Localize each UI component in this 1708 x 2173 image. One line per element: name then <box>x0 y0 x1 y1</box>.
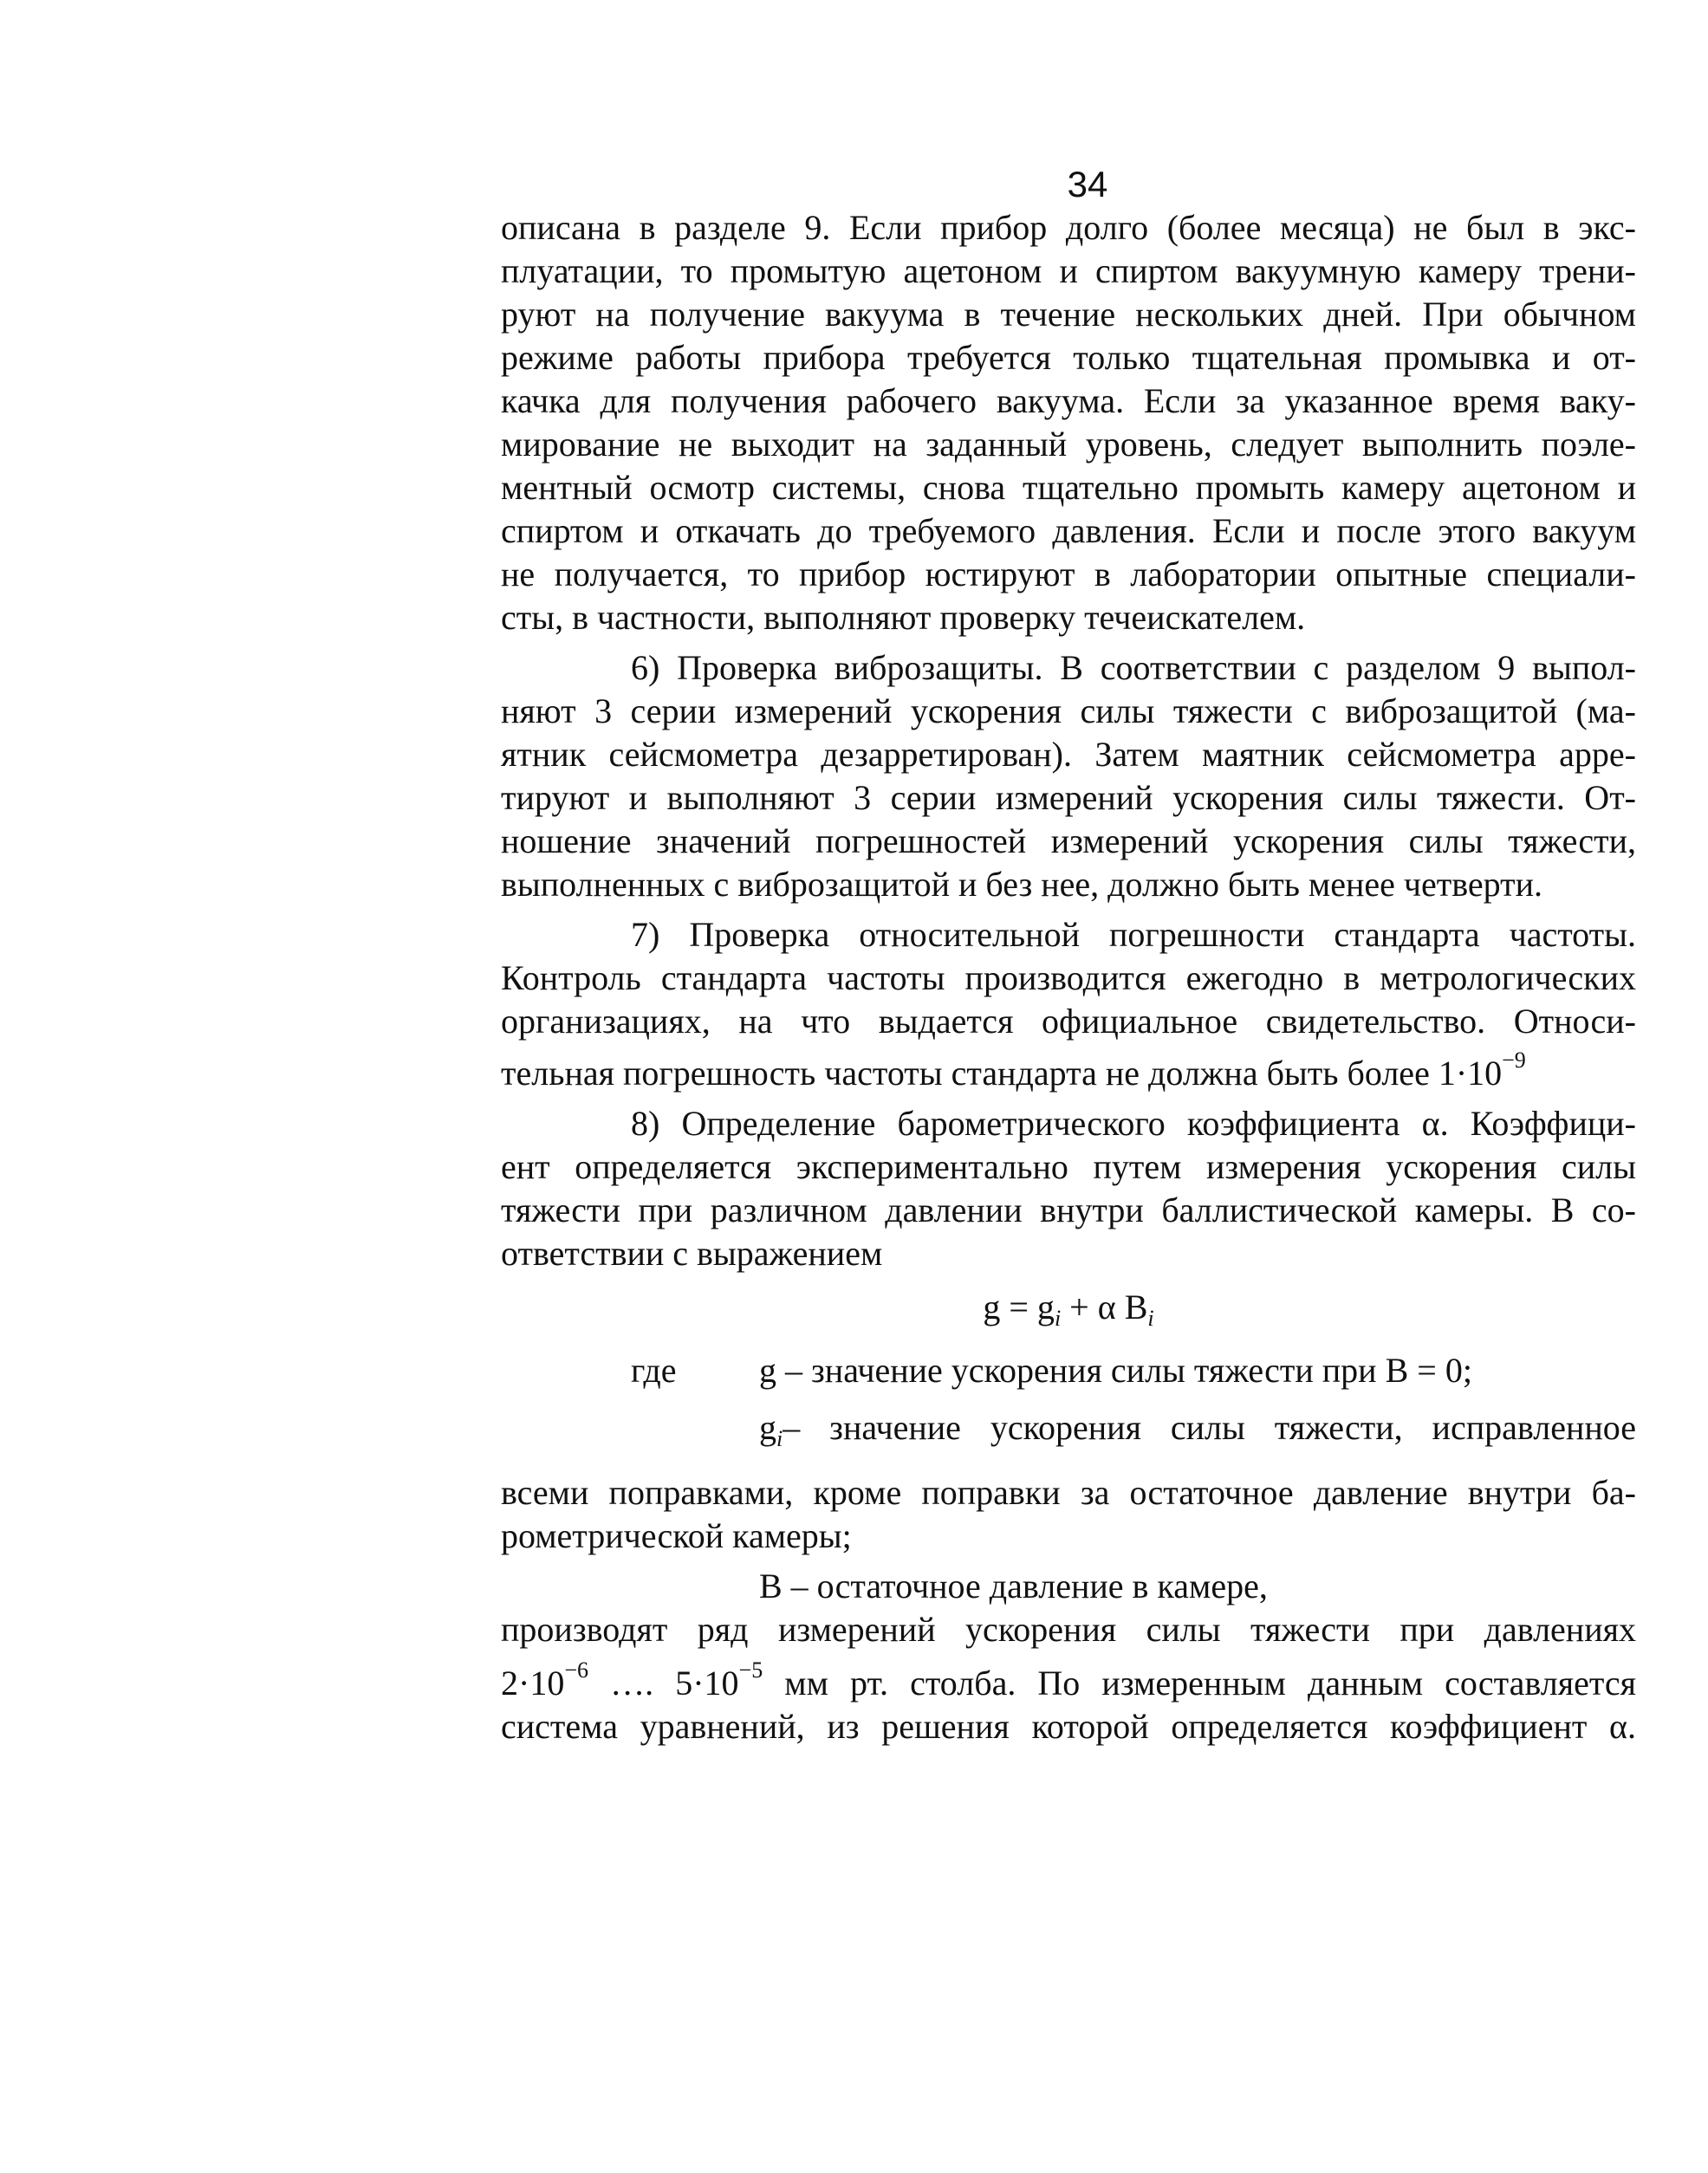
text-line: организациях, на что выдается официальное свидетельство. Относи- <box>501 1002 1636 1041</box>
definition-text: – значение ускорения силы тяжести при B = 0; <box>776 1351 1472 1390</box>
text-span: тельная погрешность частоты стандарта не должна быть более 1·10 <box>501 1054 1503 1093</box>
text-line: няют 3 серии измерений ускорения силы тяжести с виброзащитой (ма- <box>501 691 1636 730</box>
definition-g-text <box>759 1349 1472 1392</box>
definition-b: B – остаточное давление в камере, <box>759 1567 1268 1605</box>
definition-text: – значение ускорения силы тяжести, исправленное <box>783 1408 1636 1447</box>
formula-lhs: g = g <box>983 1288 1055 1327</box>
text-line: выполненных с виброзащитой и без нее, должно быть менее четверти. <box>501 865 1543 904</box>
text-line: ответствии с выражением <box>501 1234 883 1273</box>
text-line: мирование не выходит на заданный уровень, следует выполнить поэле- <box>501 425 1636 464</box>
formula-subscript: i <box>1054 1306 1062 1331</box>
text-line: всеми поправками, кроме поправки за остаточное давление внутри ба- <box>501 1473 1636 1512</box>
formula-middle: + α B <box>1061 1288 1148 1327</box>
text-span: …. 5·10 <box>588 1664 739 1703</box>
text-line: рометрической камеры; <box>501 1516 852 1555</box>
text-line: сты, в частности, выполняют проверку течеискателем. <box>501 598 1306 637</box>
text-line-with-exponent <box>501 1048 1636 1095</box>
definition-subscript: i <box>776 1426 783 1451</box>
text-line: не получается, то прибор юстируют в лаборатории опытные специали- <box>501 555 1636 594</box>
paragraph-vacuum-check <box>501 206 1636 639</box>
text-line: Контроль стандарта частоты производится ежегодно в метрологических <box>501 958 1636 997</box>
paragraph-barometric-coefficient <box>501 1102 1636 1275</box>
definitions-block <box>501 1349 1636 1608</box>
text-line: ношение значений погрешностей измерений ускорения силы тяжести, <box>501 821 1636 860</box>
text-line: спиртом и откачать до требуемого давления. Если и после этого вакуум <box>501 511 1636 550</box>
text-line: описана в разделе 9. Если прибор долго (более месяца) не был в экс- <box>501 208 1636 247</box>
formula-barometric <box>501 1286 1636 1340</box>
exponent: −6 <box>564 1657 588 1683</box>
definition-symbol: g <box>759 1351 776 1390</box>
paragraph-measurement-series <box>501 1608 1636 1748</box>
definitions-intro: где <box>631 1351 677 1390</box>
document-body <box>501 206 1636 1748</box>
text-line: тяжести при различном давлении внутри баллистической камеры. В со- <box>501 1190 1636 1229</box>
page-number: 34 <box>1067 164 1108 204</box>
text-span: 2·10 <box>501 1664 565 1703</box>
definition-gi-text <box>759 1406 1636 1461</box>
text-line: 6) Проверка виброзащиты. В соответствии с разделом 9 выпол- <box>631 648 1636 687</box>
text-line: плуатации, то промытую ацетоном и спиртом вакуумную камеру трени- <box>501 251 1636 290</box>
text-line: руют на получение вакуума в течение нескольких дней. При обычном <box>501 295 1636 334</box>
text-line: 7) Проверка относительной погрешности стандарта частоты. <box>631 915 1636 954</box>
definition-gi <box>501 1406 1636 1461</box>
text-line: ятник сейсмометра дезарретирован). Затем маятник сейсмометра арре- <box>501 735 1636 774</box>
text-line: производят ряд измерений ускорения силы тяжести при давлениях <box>501 1610 1636 1649</box>
formula-subscript: i <box>1147 1306 1154 1331</box>
text-line: тируют и выполняют 3 серии измерений ускорения силы тяжести. От- <box>501 778 1636 817</box>
text-line: ент определяется экспериментально путем измерения ускорения силы <box>501 1147 1636 1186</box>
paragraph-vibration-protection <box>501 646 1636 906</box>
text-span: мм рт. столба. По измеренным данным составляется <box>763 1664 1636 1703</box>
definition-symbol: g <box>759 1408 776 1447</box>
definition-g <box>501 1349 1636 1392</box>
exponent: −5 <box>738 1657 763 1683</box>
paragraph-frequency-standard <box>501 913 1636 1095</box>
text-line: ментный осмотр системы, снова тщательно промыть камеру ацетоном и <box>501 468 1636 507</box>
text-line-with-exponents <box>501 1657 1636 1705</box>
text-line: режиме работы прибора требуется только тщательная промывка и от- <box>501 338 1636 377</box>
text-line: система уравнений, из решения которой определяется коэффициент α. <box>501 1707 1636 1746</box>
exponent: −9 <box>1502 1048 1526 1073</box>
text-line: качка для получения рабочего вакуума. Если за указанное время ваку- <box>501 381 1636 420</box>
text-line: 8) Определение барометрического коэффициента α. Коэффици- <box>631 1104 1636 1143</box>
